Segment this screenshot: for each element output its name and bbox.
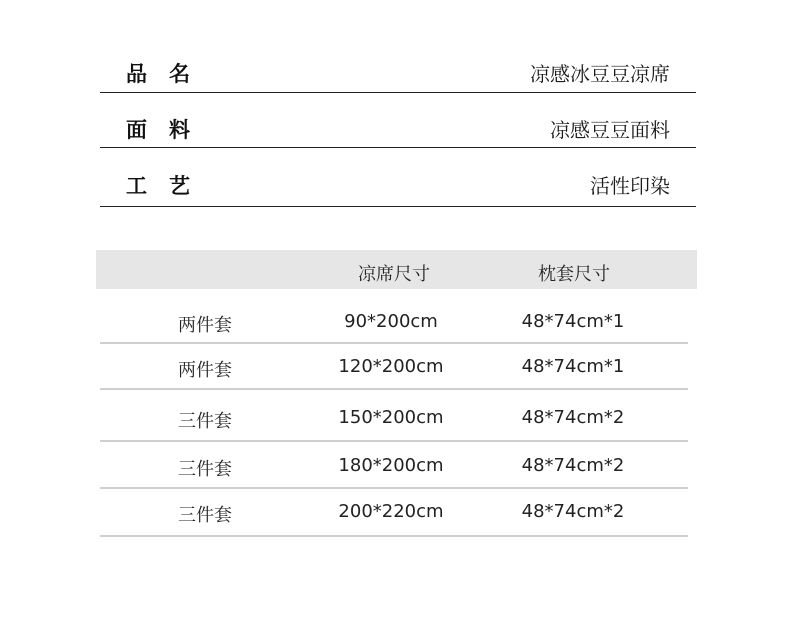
set-type-cell: 三件套 — [178, 459, 232, 480]
header-mat-size: 凉席尺寸 — [358, 264, 430, 285]
mat-size-cell: 200*220cm — [338, 501, 444, 522]
info-row-craft — [100, 160, 696, 207]
header-pillow-size: 枕套尺寸 — [538, 264, 610, 285]
info-row-fabric — [100, 104, 696, 148]
table-row — [100, 442, 688, 489]
info-value: 凉感豆豆面料 — [550, 118, 670, 142]
info-label: 面料 — [126, 118, 212, 142]
mat-size-cell: 150*200cm — [338, 407, 444, 428]
pillow-size-cell: 48*74cm*1 — [521, 356, 625, 377]
table-row — [100, 344, 688, 390]
set-type-cell: 两件套 — [178, 360, 232, 381]
info-label: 工艺 — [126, 174, 212, 198]
info-value: 凉感冰豆豆凉席 — [530, 62, 670, 86]
pillow-size-cell: 48*74cm*1 — [521, 311, 625, 332]
set-type-cell: 三件套 — [178, 505, 232, 526]
mat-size-cell: 120*200cm — [338, 356, 444, 377]
table-row — [100, 296, 688, 344]
info-label: 品名 — [126, 62, 212, 86]
table-row — [100, 489, 688, 537]
table-row — [100, 390, 688, 442]
mat-size-cell: 180*200cm — [338, 455, 444, 476]
set-type-cell: 两件套 — [178, 315, 232, 336]
info-value: 活性印染 — [590, 174, 670, 198]
info-row-product-name — [100, 48, 696, 93]
set-type-cell: 三件套 — [178, 411, 232, 432]
mat-size-cell: 90*200cm — [344, 311, 438, 332]
pillow-size-cell: 48*74cm*2 — [521, 501, 625, 522]
pillow-size-cell: 48*74cm*2 — [521, 407, 625, 428]
size-table-header — [96, 250, 697, 289]
pillow-size-cell: 48*74cm*2 — [521, 455, 625, 476]
